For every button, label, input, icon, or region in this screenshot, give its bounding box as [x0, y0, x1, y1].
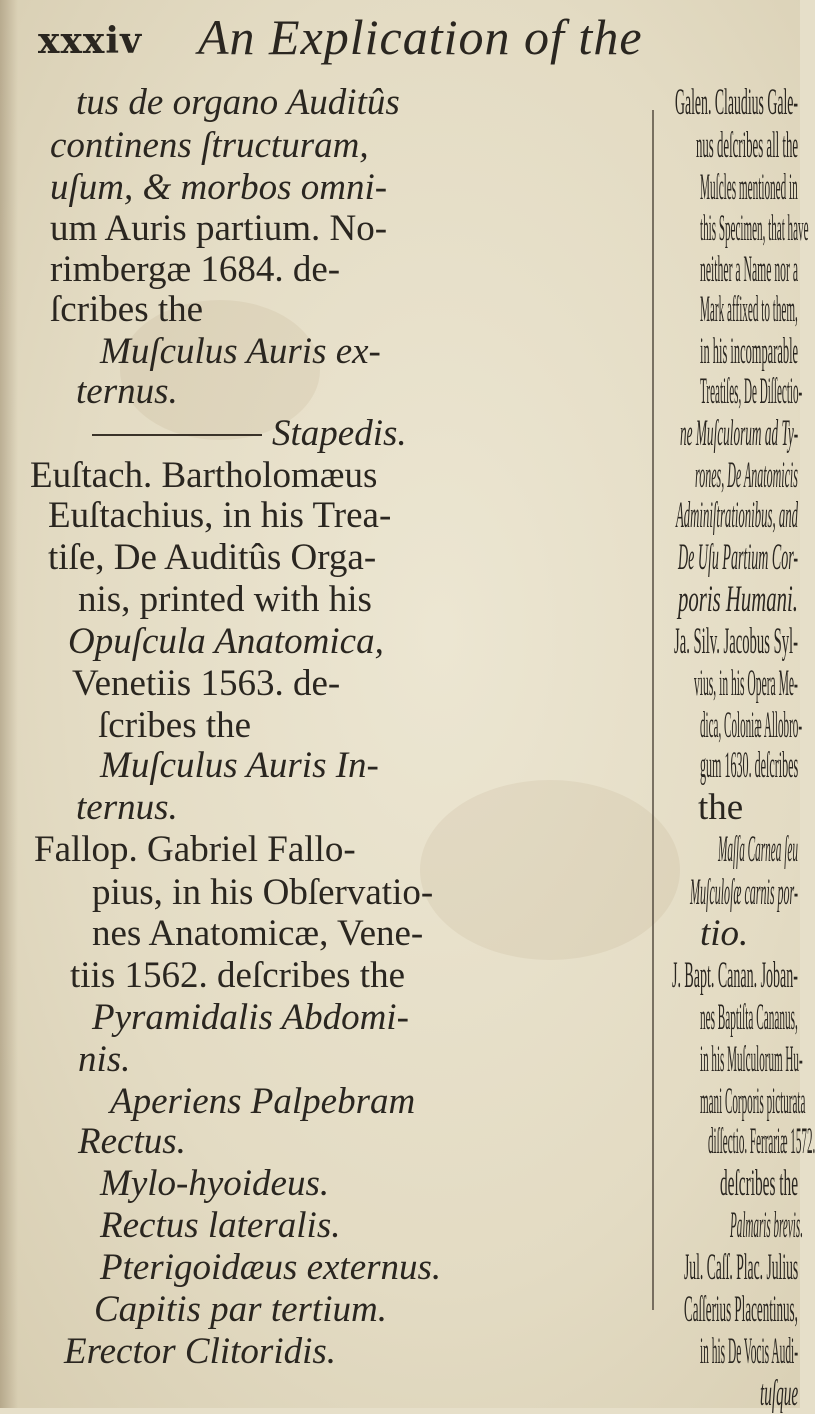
left-column-line: ſcribes the — [50, 289, 204, 330]
left-column-line: Rectus. — [78, 1121, 186, 1162]
left-column-line: tiis 1562. deſcribes the — [70, 955, 405, 996]
left-column-line: Fallop. Gabriel Fallo- — [34, 829, 356, 870]
left-column-line: Euſtachius, in his Trea- — [48, 495, 392, 536]
right-column-line: ne Muſculorum ad Ty- — [680, 413, 799, 454]
left-column-line: Pterigoidæus externus. — [100, 1247, 442, 1288]
left-column-line: uſum, & morbos omni- — [50, 167, 388, 208]
right-column-line: vius, in his Opera Me- — [694, 663, 798, 704]
right-column-line: gum 1630. deſcribes — [700, 745, 799, 786]
left-column-line: Aperiens Palpebram — [110, 1081, 416, 1122]
right-column-line: nus deſcribes all the — [696, 125, 799, 166]
left-column-line: um Auris partium. No- — [50, 208, 388, 249]
right-column-line: Muſculoſæ carnis por- — [690, 872, 798, 913]
right-column-line: the — [698, 787, 744, 828]
right-column-line: tio. — [700, 913, 749, 954]
right-column-line: Jul. Caſſ. Plac. Julius — [684, 1247, 799, 1288]
page-edge-shadow — [0, 0, 18, 1408]
left-column-line: tus de organo Auditûs — [76, 82, 400, 123]
right-column-line: nes Baptiſta Cananus, — [700, 997, 798, 1038]
right-column-line: neither a Name nor a — [700, 249, 799, 290]
right-column-line: rones, De Anatomicis — [695, 455, 798, 496]
right-column-line: De Uſu Partium Cor- — [678, 537, 799, 578]
left-column-line: Opuſcula Anatomica, — [68, 621, 384, 662]
right-column-line: Galen. Claudius Gale- — [675, 82, 799, 123]
column-divider — [652, 110, 654, 1310]
right-column-line: poris Humani. — [678, 579, 798, 620]
section-short-rule — [92, 434, 262, 436]
right-column-line: dica, Coloniæ Allobro- — [700, 705, 803, 746]
right-column-line: in his incomparable — [700, 331, 799, 372]
left-column-line: tiſe, De Auditûs Orga- — [48, 537, 377, 578]
right-column-line: Caſſerius Placentinus, — [684, 1289, 798, 1330]
paper-stain — [420, 780, 680, 960]
left-column-line: ſcribes the — [98, 705, 252, 746]
left-column-line: ternus. — [76, 371, 178, 412]
right-column-line: Mark affixed to them, — [700, 289, 798, 330]
right-column-line: deſcribes the — [720, 1163, 799, 1204]
left-column-line: Muſculus Auris ex- — [100, 331, 381, 372]
left-column-line: rimbergæ 1684. de- — [50, 249, 341, 290]
running-title: An Explication of the — [198, 9, 643, 65]
left-column-line: Mylo-hyoideus. — [100, 1163, 330, 1204]
left-column-line: Erector Clitoridis. — [64, 1331, 337, 1372]
right-column-line: Muſcles mentioned in — [700, 167, 798, 208]
left-column-line: Stapedis. — [272, 413, 407, 454]
left-column-line: Rectus lateralis. — [100, 1205, 341, 1246]
left-column-line: ternus. — [76, 787, 178, 828]
left-column-line: nis. — [78, 1039, 131, 1080]
left-column-line: continens ſtructuram, — [50, 125, 369, 166]
left-column-line: Muſculus Auris In- — [100, 745, 379, 786]
right-column-line: Ja. Silv. Jacobus Syl- — [674, 621, 799, 662]
left-column-line: nis, printed with his — [78, 579, 372, 620]
left-column-line: pius, in his Obſervatio- — [92, 872, 434, 913]
running-header — [38, 4, 778, 74]
right-column-line: tuſque — [760, 1373, 799, 1414]
right-column-line: Adminiſtrationibus, and — [676, 495, 798, 536]
right-column-line: diſſectio. Ferrariæ 1572. — [708, 1121, 815, 1162]
page-number: xxxiv — [38, 20, 142, 62]
left-column-line: Pyramidalis Abdomi- — [92, 997, 409, 1038]
right-column-line: Palmaris brevis. — [730, 1205, 803, 1246]
right-column-line: in his De Vocis Audi- — [700, 1331, 799, 1372]
left-column-line: Venetiis 1563. de- — [72, 663, 341, 704]
right-column-line: in his Muſculorum Hu- — [700, 1039, 803, 1080]
right-column-line: this Specimen, that have — [700, 208, 809, 249]
right-column-line: mani Corporis picturata — [700, 1081, 806, 1122]
right-column-line: Maſſa Carnea ſeu — [718, 829, 798, 870]
left-column-line: nes Anatomicæ, Vene- — [92, 913, 424, 954]
right-column-line: J. Bapt. Canan. Joban- — [672, 955, 798, 996]
right-column-line: Treatiſes, De Diſſectio- — [700, 371, 803, 412]
left-column-line: Capitis par tertium. — [94, 1289, 387, 1330]
left-column-line: Euſtach. Bartholomæus — [30, 455, 378, 496]
